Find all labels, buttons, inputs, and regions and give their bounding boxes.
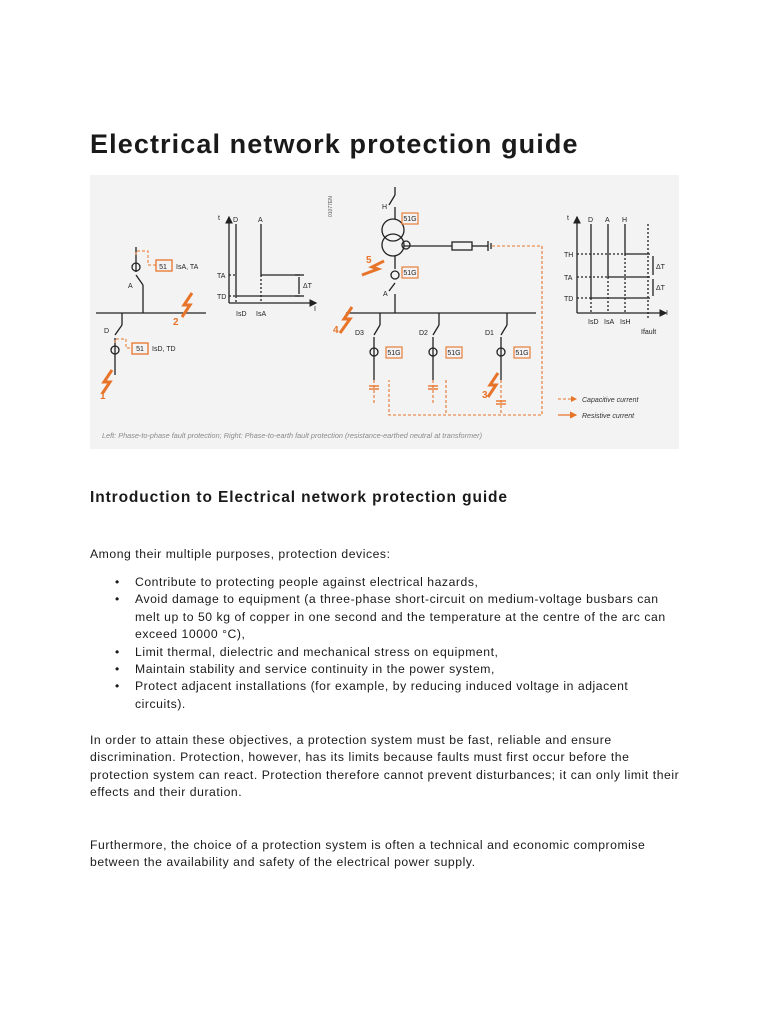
current-legend (558, 397, 639, 420)
intro-paragraph: Among their multiple purposes, protection devices: (90, 547, 391, 561)
right-graph-col-d: D (588, 217, 594, 224)
list-item-text: Contribute to protecting people against electrical hazards, (135, 575, 479, 589)
right-graph-isa-label: IsA (604, 319, 615, 326)
feeder-d2-label: D2 (419, 330, 428, 337)
right-graph-x-axis: I (666, 310, 668, 317)
left-graph-col-d: D (233, 217, 239, 224)
relay-51g-d1-label: 51G (515, 350, 529, 357)
relay-51g-d3-label: 51G (387, 350, 401, 357)
left-graph-ta-label: TA (217, 273, 226, 280)
list-item-text: Limit thermal, dielectric and mechanical stress on equipment, (135, 644, 499, 659)
bullet-icon: • (115, 679, 120, 694)
feeder-d1-label: D1 (485, 330, 494, 337)
right-graph-col-a: A (605, 217, 610, 224)
protection-diagram (90, 175, 679, 449)
bullet-icon: • (115, 662, 120, 677)
figure-code: 01077EN (328, 196, 334, 217)
right-graph-delta-bottom: ΔT (656, 285, 665, 292)
bullet-icon: • (115, 592, 120, 607)
left-graph-col-a: A (258, 217, 263, 224)
breaker-h-label: H (382, 204, 388, 211)
list-item (90, 644, 670, 661)
fault-lightning-icon (340, 307, 352, 333)
purposes-list (90, 574, 670, 713)
list-item (90, 678, 670, 713)
feeder-d3-label: D3 (355, 330, 364, 337)
right-graph-delta-top: ΔT (656, 264, 665, 271)
relay-51-top-label: 51 (159, 264, 167, 271)
fault-2-label: 2 (173, 317, 179, 328)
bullet-icon: • (115, 575, 120, 589)
relay-top-settings: IsA, TA (176, 264, 199, 271)
list-item (90, 574, 670, 591)
objectives-paragraph: In order to attain these objectives, a protection system must be fast, reliable and ensure discrimination. Protection, however, has its limits because faults must first occur before the protection system can react. Protection therefore cannot prevent disturbances; it can only limit their effects and their duration. (90, 733, 680, 800)
left-graph-x-axis: I (314, 306, 316, 313)
bullet-icon: • (115, 644, 120, 659)
right-graph-y-axis: t (567, 215, 569, 222)
figure-caption: Left: Phase-to-phase fault protection; Right: Phase-to-earth fault protection (resistance-earthed neutral at transformer) (102, 431, 483, 440)
list-item-text: Protect adjacent installations (for example, by reducing induced voltage in adjacent circuits). (135, 679, 629, 711)
left-time-current-graph (229, 217, 316, 303)
list-item-text: Maintain stability and service continuity in the power system, (135, 662, 495, 677)
list-item-text: Avoid damage to equipment (a three-phase short-circuit on medium-voltage busbars can melt up to 50 kg of copper in one second and the temperature at the centre of the arc can exceed 10000 °C), (135, 592, 666, 642)
right-graph-col-h: H (622, 217, 628, 224)
right-time-current-graph (577, 217, 666, 320)
left-graph-isd-label: IsD (236, 311, 247, 318)
breaker-a-label: A (128, 283, 133, 290)
fault-4-label: 4 (333, 325, 339, 336)
left-graph-y-axis: t (218, 215, 220, 222)
relay-51g-a-label: 51G (403, 270, 417, 277)
list-item (90, 661, 670, 678)
section-heading: Introduction to Electrical network protection guide (90, 489, 508, 506)
breaker-a-center-label: A (383, 291, 388, 298)
fault-lightning-icon (488, 373, 498, 397)
relay-51g-d2-label: 51G (447, 350, 461, 357)
fault-5-label: 5 (366, 255, 372, 266)
relay-bottom-settings: IsD, TD (152, 346, 176, 353)
left-graph-td-label: TD (217, 294, 227, 301)
center-circuit (346, 187, 536, 380)
right-graph-ta-label: TA (564, 275, 573, 282)
breaker-d-label: D (104, 328, 110, 335)
right-graph-td-label: TD (564, 296, 574, 303)
protection-diagram-figure (90, 175, 679, 449)
right-graph-isd-label: IsD (588, 319, 599, 326)
right-graph-th-label: TH (564, 252, 574, 259)
left-graph-delta-label: ΔT (303, 283, 312, 290)
compromise-paragraph: Furthermore, the choice of a protection system is often a technical and economic compromise between the availability and safety of the electrical power supply. (90, 838, 646, 870)
legend-capacitive-label: Capacitive current (582, 397, 639, 404)
page-title: Electrical network protection guide (90, 129, 579, 159)
legend-resistive-label: Resistive current (582, 413, 635, 420)
relay-51-bottom-label: 51 (136, 346, 144, 353)
left-graph-isa-label: IsA (256, 311, 267, 318)
fault-1-label: 1 (100, 391, 106, 402)
fault-3-label: 3 (482, 390, 488, 401)
right-graph-ish-label: IsH (620, 319, 631, 326)
right-graph-ifault-label: Ifault (641, 329, 657, 336)
list-item (90, 591, 670, 643)
relay-51g-h-label: 51G (403, 216, 417, 223)
